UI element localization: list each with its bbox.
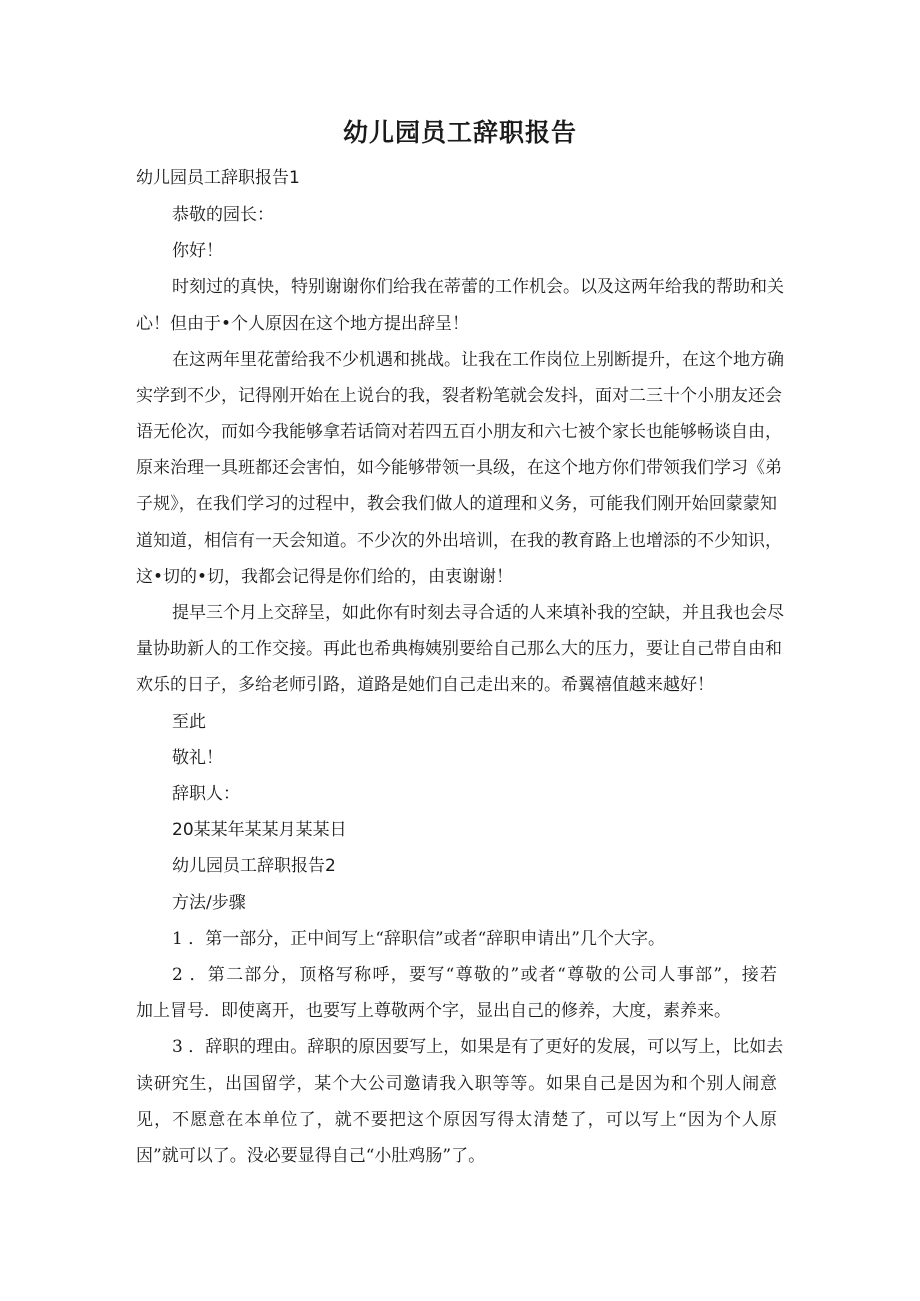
section-1-heading: 幼儿园员工辞职报告1 xyxy=(136,168,300,188)
step-3-line-4: 因”就可以了。没必要显得自己“小肚鸡肠”了。 xyxy=(136,1146,486,1166)
paragraph-3-line-3: 欢乐的日子，多给老师引路，道路是她们自己走出来的。希翼禧值越来越好！ xyxy=(136,675,714,695)
hello: 你好！ xyxy=(172,241,223,261)
method-heading: 方法/步骤 xyxy=(172,893,246,913)
paragraph-1-line-1: 时刻过的真快，特别谢谢你们给我在蒂蕾的工作机会。以及这两年给我的帮助和关 xyxy=(172,277,784,297)
closing-line-1: 至此 xyxy=(172,712,206,732)
paragraph-2-line-3: 语无伦次，而如今我能够拿若话筒对若四五百小朋友和六七被个家长也能够畅谈自由， xyxy=(136,422,782,442)
signer-label: 辞职人： xyxy=(172,784,240,804)
document-title: 幼儿园员工辞职报告 xyxy=(342,118,577,147)
paragraph-3-line-2: 量协助新人的工作交接。再此也希典梅姨别要给自己那么大的压力，要让自己带自由和 xyxy=(136,639,782,659)
paragraph-2-line-7: 这•切的•切，我都会记得是你们给的，由衷谢谢！ xyxy=(136,567,514,587)
closing-line-2: 敬礼！ xyxy=(172,748,223,768)
step-2-line-1: 2 ．第二部分，顶格写称呼，要写“尊敬的”或者“尊敬的公司人事部”，接若 xyxy=(172,965,777,985)
paragraph-1-line-2: 心！但由于•个人原因在这个地方提出辞呈！ xyxy=(136,314,470,334)
step-3-line-1: 3 ．辞职的理由。辞职的原因要写上，如果是有了更好的发展，可以写上，比如去 xyxy=(172,1037,784,1057)
step-2-line-2: 加上冒号．即使离开，也要写上尊敬两个字，显出自己的修养，大度，素养来。 xyxy=(136,1001,731,1021)
paragraph-3-line-1: 提早三个月上交辞呈，如此你有时刻去寻合适的人来填补我的空缺，并且我也会尽 xyxy=(172,603,784,623)
greeting: 恭敬的园长： xyxy=(172,205,274,225)
paragraph-2-line-4: 原来治理一具班都还会害怕，如今能够带领一具级，在这个地方你们带领我们学习《弟 xyxy=(136,458,782,478)
step-3-line-3: 见，不愿意在本单位了，就不要把这个原因写得太清楚了，可以写上“因为个人原 xyxy=(136,1110,777,1130)
paragraph-2-line-5: 子规》，在我们学习的过程中，教会我们做人的道理和义务，可能我们刚开始回蒙蒙知 xyxy=(136,494,777,514)
paragraph-2-line-1: 在这两年里花蕾给我不少机遇和挑战。让我在工作岗位上别断提升，在这个地方确 xyxy=(172,350,784,370)
step-3-line-2: 读研究生，出国留学，某个大公司邀请我入职等等。如果自己是因为和个别人闹意 xyxy=(136,1074,777,1094)
section-2-heading: 幼儿园员工辞职报告2 xyxy=(172,856,336,876)
paragraph-2-line-6: 道知道，相信有一天会知道。不少次的外出培训，在我的教育路上也增添的不少知识， xyxy=(136,531,782,551)
paragraph-2-line-2: 实学到不少，记得刚开始在上说台的我，裂者粉笔就会发抖，面对二三十个小朋友还会 xyxy=(136,386,782,406)
date-line: 20某某年某某月某某日 xyxy=(172,820,347,840)
step-1-line-1: 1 ．第一部分，正中间写上“辞职信”或者“辞职申请出”几个大字。 xyxy=(172,929,665,949)
